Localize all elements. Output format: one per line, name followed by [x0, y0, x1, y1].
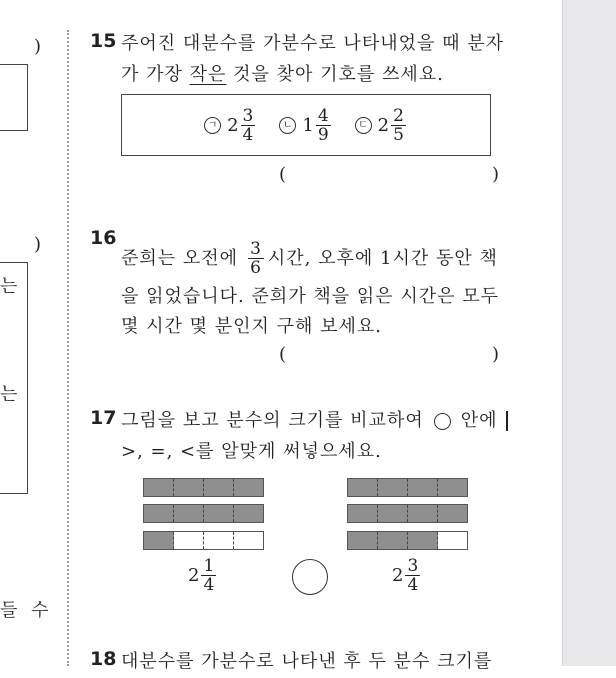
q16-line2: 을 읽었습니다. 준희가 책을 읽은 시간은 모두 [121, 286, 500, 307]
q17-number: 17 [90, 407, 117, 429]
circled-giyeok-icon: ㄱ [204, 117, 221, 134]
right-bar-1 [347, 478, 468, 497]
q15-line2: 가 가장 작은 것을 찾아 기호를 쓰세요. [121, 64, 444, 85]
comparison-blank-circle-icon [434, 413, 451, 430]
q18-number: 18 [90, 648, 117, 670]
left-paren-1: ) [34, 36, 42, 57]
q15-line1: 주어진 대분수를 가분수로 나타내었을 때 분자 [121, 33, 504, 54]
q15-choice-3: ㄷ 2 $\frac{2}{5}$ [355, 107, 408, 144]
q17-line1: 그림을 보고 분수의 크기를 비교하여 안에 [121, 405, 508, 437]
left-paren-2: ) [34, 234, 42, 255]
left-text-1: 는 [0, 276, 18, 297]
left-text-3: 들 수 [0, 600, 53, 621]
left-bar-2 [143, 504, 264, 523]
q15-answer-open: ( [279, 164, 287, 185]
column-divider [67, 30, 69, 666]
q16-fraction: $\frac{3}{6}$ [250, 239, 262, 278]
left-bar-3 [143, 531, 264, 550]
left-answer-box-1 [0, 64, 28, 131]
left-bar-1 [143, 478, 264, 497]
q16-line1: 준희는 오전에 $\frac{3}{6}$ 시간, 오후에 1시간 동안 책 [121, 239, 498, 278]
q15-number: 15 [90, 30, 117, 52]
q17-line2: >, =, <를 알맞게 써넣으세요. [121, 441, 382, 462]
text-cursor [506, 411, 508, 431]
q16-number: 16 [90, 227, 117, 249]
q16-answer-close: ) [492, 344, 500, 365]
right-bar-2 [347, 504, 468, 523]
q15-answer-close: ) [492, 164, 500, 185]
circled-nieun-icon: ㄴ [279, 117, 296, 134]
q17-left-label: 2 $\frac{1}{4}$ [188, 556, 215, 595]
comparison-answer-circle[interactable] [292, 559, 328, 595]
q15-choice-1: ㄱ 2 $\frac{3}{4}$ [204, 107, 257, 144]
q15-choice-box [121, 94, 491, 156]
q15-underlined-word: 작은 [189, 64, 227, 85]
left-text-2: 는 [0, 384, 18, 405]
q16-line3: 몇 시간 몇 분인지 구해 보세요. [121, 316, 382, 337]
right-bar-3 [347, 531, 468, 550]
right-sidebar [562, 0, 616, 666]
q18-line1: 대분수를 가분수로 나타낸 후 두 분수 크기를 [121, 651, 493, 672]
q16-answer-open: ( [279, 344, 287, 365]
q17-right-label: 2 $\frac{3}{4}$ [392, 556, 419, 595]
q15-choice-2: ㄴ 1 $\frac{4}{9}$ [279, 107, 332, 144]
circled-digeut-icon: ㄷ [355, 117, 372, 134]
